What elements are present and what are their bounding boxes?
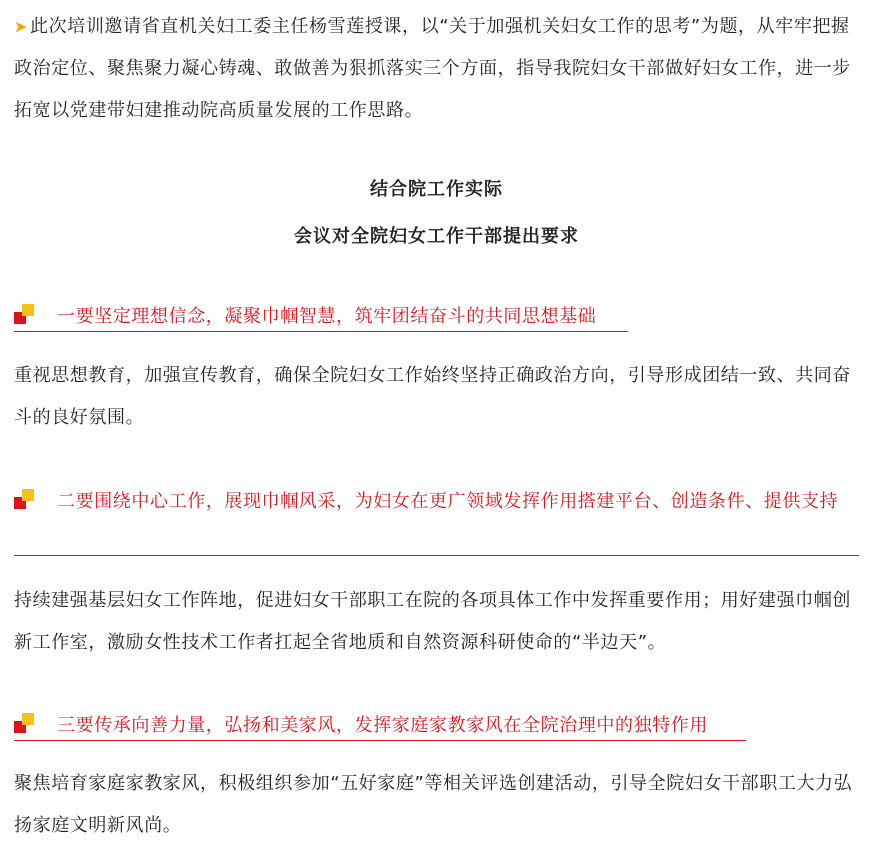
square-marker-icon bbox=[14, 304, 34, 324]
center-title-line1: 结合院工作实际 bbox=[370, 179, 503, 200]
square-marker-icon bbox=[14, 713, 34, 733]
section-2-heading bbox=[14, 485, 860, 553]
section-3-heading bbox=[14, 709, 754, 743]
section-1-body: 重视思想教育，加强宣传教育，确保全院妇女工作始终坚持正确政治方向，引导形成团结一致、共同奋斗的良好氛围。 bbox=[14, 365, 851, 428]
square-marker-icon bbox=[14, 489, 34, 509]
section-2-body: 持续建强基层妇女工作阵地，促进妇女干部职工在院的各项具体工作中发挥重要作用；用好建强巾帼创新工作室，激励女性技术工作者扛起全省地质和自然资源科研使命的“半边天”。 bbox=[14, 590, 851, 653]
intro-text: 此次培训邀请省直机关妇工委主任杨雪莲授课，以“关于加强机关妇女工作的思考”为题，从牢牢把握政治定位、聚焦聚力凝心铸魂、敢做善为狠抓落实三个方面，指导我院妇女干部做好妇女工作，进一步拓宽以党建带妇建推动院高质量发展的工作思路。 bbox=[14, 16, 851, 121]
section-3-heading-text: 三要传承向善力量，弘扬和美家风，发挥家庭家教家风在全院治理中的独特作用 bbox=[57, 715, 708, 736]
section-1-heading bbox=[14, 300, 634, 334]
section-3-body: 聚焦培育家庭家教家风，积极组织参加“五好家庭”等相关评选创建活动，引导全院妇女干部职工大力弘扬家庭文明新风尚。 bbox=[14, 773, 853, 836]
section-1-heading-text: 一要坚定理想信念，凝聚巾帼智慧，筑牢团结奋斗的共同思想基础 bbox=[57, 306, 597, 327]
section-1-underline bbox=[14, 331, 628, 332]
section-2-underline bbox=[14, 555, 859, 556]
arrow-bullet-icon: ➤ bbox=[14, 17, 29, 36]
intro-paragraph bbox=[14, 6, 862, 132]
center-title-line2: 会议对全院妇女工作干部提出要求 bbox=[294, 226, 579, 247]
section-2-heading-text: 二要围绕中心工作，展现巾帼风采，为妇女在更广领域发挥作用搭建平台、创造条件、提供支持 bbox=[57, 491, 839, 512]
section-3-underline bbox=[14, 740, 746, 741]
